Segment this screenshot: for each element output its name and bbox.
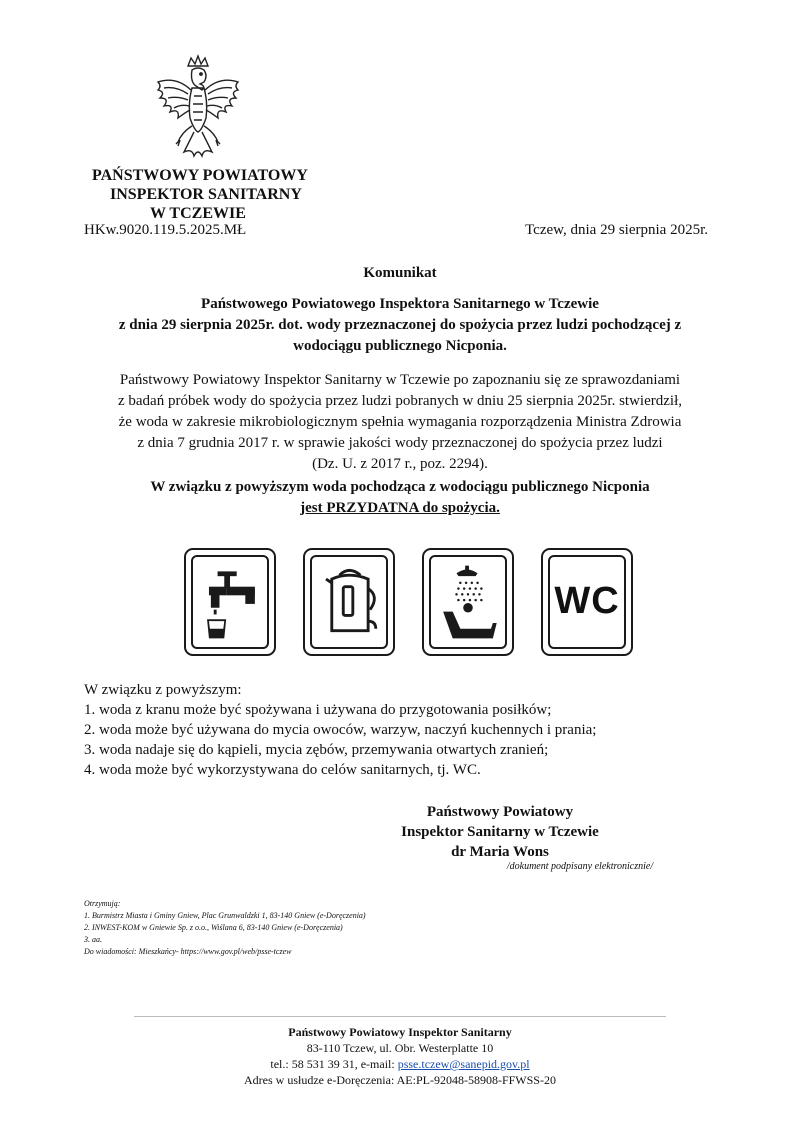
- usage-item-4: 4. woda może być wykorzystywana do celów sanitarnych, tj. WC.: [84, 762, 481, 778]
- body-line-4: z dnia 7 grudnia 2017 r. w sprawie jakości wody przeznaczonej do spożycia przez ludzi: [137, 435, 663, 451]
- subtitle-line-1: Państwowego Powiatowego Inspektora Sanitarnego w Tczewie: [201, 296, 599, 312]
- usage-item-2: 2. woda może być używana do mycia owoców, warzyw, naczyń kuchennych i prania;: [84, 722, 597, 738]
- kettle-icon: [303, 548, 395, 656]
- conclusion-line: W związku z powyższym woda pochodząca z wodociągu publicznego Nicponia: [150, 479, 650, 495]
- signature-line-2: Inspektor Sanitarny w Tczewie: [401, 824, 599, 840]
- usage-intro: W związku z powyższym:: [84, 682, 242, 698]
- recipient-2: 2. INWEST-KOM w Gniewie Sp. z o.o., Wiślana 6, 83-140 Gniew (e-Doręczenia): [84, 923, 343, 932]
- subtitle-line-3: wodociągu publicznego Nicponia.: [293, 338, 507, 354]
- drinking-water-tap-icon: [184, 548, 276, 656]
- recipient-1: 1. Burmistrz Miasta i Gminy Gniew, Plac Grunwaldzki 1, 83-140 Gniew (e-Doręczenia): [84, 911, 366, 920]
- signature-line-1: Państwowy Powiatowy: [426, 804, 574, 820]
- body-line-2: z badań próbek wody do spożycia przez ludzi pobranych w dniu 25 sierpnia 2025r. stwierdził,: [117, 393, 682, 409]
- footer-phone: tel.: 58 531 39 31, e-mail:: [270, 1057, 398, 1071]
- document-title: Komunikat: [363, 265, 437, 281]
- info-line: Do wiadomości: Mieszkańcy- https://www.gov.pl/web/psse-tczew: [84, 947, 292, 956]
- recipient-3: 3. aa.: [84, 935, 102, 944]
- body-line-5: (Dz. U. z 2017 r., poz. 2294).: [312, 456, 488, 472]
- polish-eagle-emblem-icon: [148, 52, 248, 164]
- place-date: Tczew, dnia 29 sierpnia 2025r.: [525, 222, 708, 238]
- conclusion-verdict: jest PRZYDATNA do spożycia.: [300, 500, 500, 516]
- body-line-1: Państwowy Powiatowy Inspektor Sanitarny w Tczewie po zapoznaniu się ze sprawozdaniami: [119, 372, 681, 388]
- footer-org: Państwowy Powiatowy Inspektor Sanitarny: [288, 1025, 512, 1039]
- signature-name: dr Maria Wons: [451, 844, 549, 860]
- footer-contact: [0, 1056, 800, 1072]
- usage-item-1: 1. woda z kranu może być spożywana i używana do przygotowania posiłków;: [84, 702, 552, 718]
- wc-label: WC: [554, 580, 620, 622]
- footer-edelivery: Adres w usłudze e-Doręczenia: AE:PL-92048-58908-FFWSS-20: [244, 1073, 556, 1087]
- wc-icon: [541, 548, 633, 656]
- authority-line-2: INSPEKTOR SANITARNY: [110, 186, 302, 203]
- footer-divider: [134, 1016, 666, 1017]
- footer-email-link[interactable]: psse.tczew@sanepid.gov.pl: [397, 1057, 530, 1071]
- authority-line-3: W TCZEWIE: [150, 205, 246, 222]
- recipients-heading: Otrzymują:: [84, 899, 121, 908]
- case-reference: HKw.9020.119.5.2025.MŁ: [84, 222, 247, 238]
- subtitle-line-2: z dnia 29 sierpnia 2025r. dot. wody przeznaczonej do spożycia przez ludzi pochodzącej z: [118, 317, 682, 333]
- signature-note: /dokument podpisany elektronicznie/: [506, 861, 654, 872]
- usage-item-3: 3. woda nadaje się do kąpieli, mycia zębów, przemywania otwartych zranień;: [84, 742, 549, 758]
- shower-bath-icon: [422, 548, 514, 656]
- footer-address: 83-110 Tczew, ul. Obr. Westerplatte 10: [306, 1041, 494, 1055]
- body-line-3: że woda w zakresie mikrobiologicznym spełnia wymagania rozporządzenia Ministra Zdrowia: [118, 414, 682, 430]
- authority-line-1: PAŃSTWOWY POWIATOWY: [92, 167, 308, 184]
